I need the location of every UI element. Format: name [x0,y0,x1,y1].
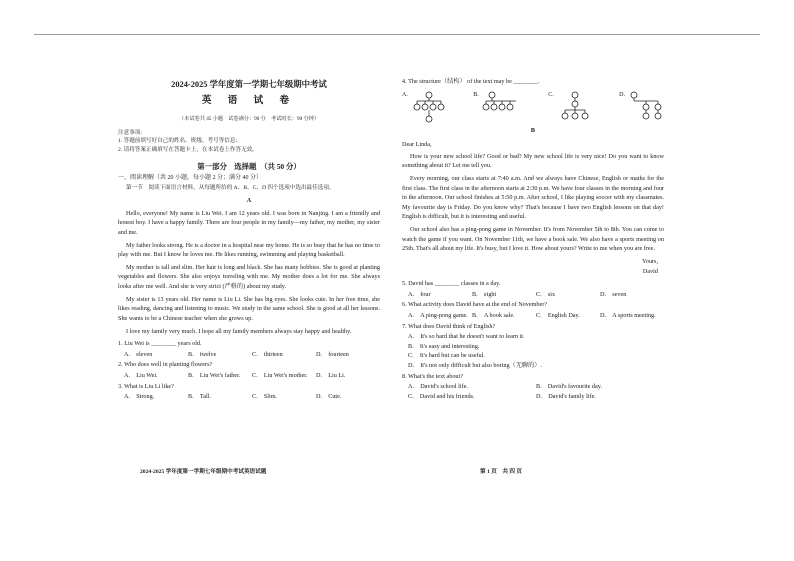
passage-a-paragraph: My father looks strong. He is a doctor in a hospital near my home. He is so busy that he has no time to play with me. But I know he loves me. He likes running, swimming and playing basketball. [118,241,380,259]
structure-option-a [402,91,447,123]
option: C. Liu Wei's mother. [252,371,308,379]
option: A. It's so hard that he doesn't want to learn it. [408,333,525,341]
passage-a-paragraph: Hello, everyone! My name is Liu Wei. I am 12 years old. I was born in Nanjing. I am a friendly and honest boy. I have a happy family. There are four people in my family—my father, my mother, my sister and me. [118,209,380,237]
question-8-options [402,382,664,401]
question-1-options [118,350,380,360]
option: C. It's hard but can be useful. [408,352,485,360]
left-column [118,70,380,403]
letter-paragraph: Every morning, our class starts at 7:40 a.m. And we always have Chinese, English or maths for the first class. The first class in the afternoon starts at 2:30 p.m. We have four classes in the morning and four in the afternoon. Our school finishes at 5:50 p.m. After school, I like playing soccer with my classmates. My favourite day is Friday. Do you know why? That's because I have two English lessons on that day! English is difficult, but it is interesting and useful. [402,175,664,221]
question-7: 7. What does David think of English? [402,322,496,330]
section-description: 第一节 阅读下面语言材料，从每题所给的 A、B、C、D 四个选项中选出最佳选项。 [126,184,335,191]
option: B. It's easy and interesting. [408,342,480,350]
option-label: B. [473,91,479,98]
letter-closing: Yours, [641,257,658,265]
option: D. A sports meeting. [600,311,656,319]
option: C. Slim. [252,393,278,401]
passage-a-label: A [246,197,252,205]
structure-diagram-d-icon [628,91,664,123]
option: C. thirteen [252,350,283,358]
exam-title: 2024-2025 学年度第一学期七年级期中考试 [171,80,327,89]
option: B. twelve [188,350,217,358]
option: D. David's family life. [536,392,596,400]
question-5: 5. David has ________ classes in a day. [402,280,501,288]
footer-left: 2024-2025 学年度第一学期七年级期中考试英语试题 [140,469,267,475]
question-6: 6. What activity does David have at the end of November? [402,301,548,309]
notice-2: 2. 请将答案正确填写在答题卡上，在本试卷上作答无效。 [118,147,258,154]
option: D. Liu Li. [316,371,346,379]
question-8: 8. What's the text about? [402,372,463,380]
option: B. Liu Wei's father. [188,371,241,379]
right-column [402,76,664,402]
exam-subtitle: 英 语 试 卷 [201,96,297,107]
option: C. six [536,290,556,298]
structure-diagrams [402,91,664,123]
question-2: 2. Who does well in planting flowers? [118,361,213,369]
part-heading: 第一部分 选择题 （共 50 分） [197,161,301,171]
option-label: A. [402,91,408,98]
footer-page-number: 第 1 页 共 四 页 [480,469,522,475]
exam-note: （本试卷共 45 小题 试卷满分：90 分 考试时长：90 分钟） [178,115,320,122]
option: A. eleven [124,350,153,358]
letter-greeting: Dear Linda, [402,141,432,149]
option-label: C. [548,91,554,98]
passage-a-paragraph: I love my family very much. I hope all my family members always stay happy and healthy. [126,327,352,335]
question-7-options [402,332,664,370]
notice-heading: 注意事项： [118,129,146,136]
option: D. Cute. [316,393,342,401]
structure-diagram-a-icon [411,91,447,123]
option: D. seven [600,290,627,298]
option: A. Liu Wei. [124,371,158,379]
option: D. fourteen [316,350,349,358]
passage-a-paragraph: My mother is tall and slim. Her hair is long and black. She has many hobbies. She is good at planting vegetables and flowers. She also enjoys traveling with me. My mother does a lot for me. She always looks after me well. And she is very strict (严格的) about my study. [118,263,380,291]
question-3: 3. What is Liu Li like? [118,382,174,390]
question-6-options [402,311,664,321]
question-4: 4. The structure（结构） of the text may be ________. [402,78,540,85]
section-heading: 一、阅读理解（共 20 小题，每小题 2 分；满分 40 分） [118,175,263,182]
option: B. eight [472,290,497,298]
option-label: D. [619,91,625,98]
question-5-options [402,290,664,300]
question-3-options [118,392,380,402]
structure-diagram-b-icon [482,91,522,123]
question-1: 1. Liu Wei is ________ years old. [118,340,202,348]
option: A. Strong. [124,393,155,401]
option: C. English Day. [536,311,580,319]
option: A. A ping-pong game. [408,311,468,319]
passage-a-paragraph: My sister is 13 years old. Her name is Liu Li. She has big eyes. She looks cute. In her free time, she likes reading, dancing and listening to music. We study in the same school. She is good at all her lessons. She wants to be a Chinese teacher when she grows up. [118,295,380,322]
option: A. four [408,290,431,298]
question-2-options [118,371,380,381]
structure-diagram-c-icon [557,91,593,123]
option: B. A book sale. [472,311,515,319]
option: B. Tall. [188,393,211,401]
option: B. David's favourite day. [536,383,603,391]
top-rule [34,34,760,35]
notice-1: 1. 答题前填写好自己的姓名、班级、考号等信息； [118,138,242,145]
passage-b-label: B [530,126,536,134]
structure-option-b [473,91,522,123]
letter-paragraph: Our school also has a ping-pong game in November. It's from November 5th to 8th. You can come to watch the game if you want. On November 11th, we have a book sale. We also have a sports meeting on 25th. That's all about my life. It's busy, but I love it. How about yours? Write to me when you are free. [402,226,664,253]
option: A. David's school life. [408,383,468,391]
option: D. It's not only difficult but also boring（无聊的）. [408,362,543,370]
option: C. David and his friends. [408,392,475,400]
letter-paragraph: How is your new school life? Good or bad? My new school life is very nice! Do you want to know something about it? Let me tell you. [402,152,664,170]
structure-option-d [619,91,664,123]
structure-option-c [548,91,593,123]
letter-signature: David [642,267,658,275]
